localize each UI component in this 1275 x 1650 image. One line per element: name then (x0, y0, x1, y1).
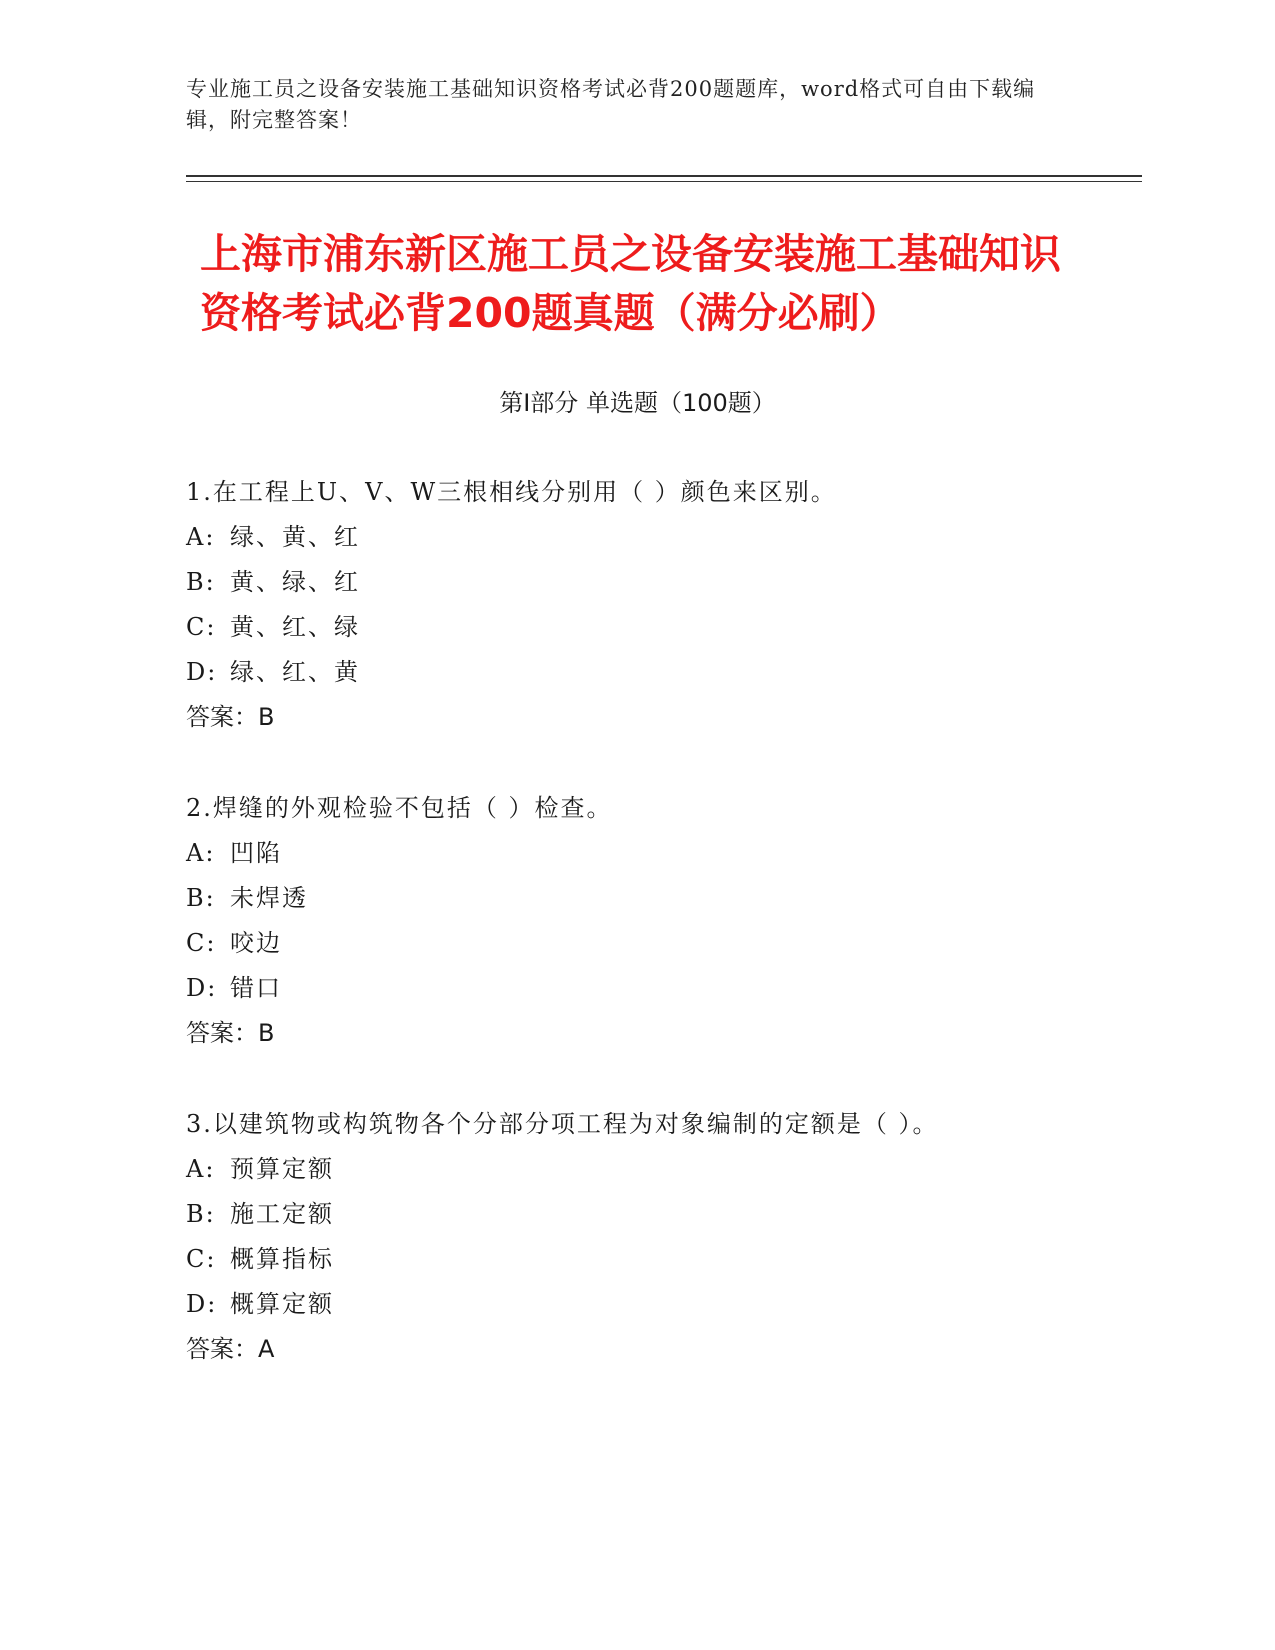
option-text: 绿、黄、红 (230, 523, 360, 551)
option-text: 错口 (230, 974, 282, 1002)
option-key: B: (186, 1200, 216, 1228)
option-key: C: (186, 1245, 217, 1273)
option-c (186, 605, 1146, 650)
option-text: 未焊透 (230, 884, 308, 912)
option-c (186, 921, 1146, 966)
question-stem: 2.焊缝的外观检验不包括（ ）检查。 (186, 794, 613, 822)
option-b (186, 1192, 1146, 1237)
answer-line (186, 1327, 1146, 1372)
option-text: 黄、红、绿 (230, 613, 360, 641)
option-a (186, 515, 1146, 560)
option-key: B: (186, 884, 216, 912)
document-title: 上海市浦东新区施工员之设备安装施工基础知识资格考试必背200题真题（满分必刷） (200, 230, 1061, 337)
answer-label: 答案： (186, 703, 258, 731)
question-stem: 3.以建筑物或构筑物各个分部分项工程为对象编制的定额是（ ）。 (186, 1110, 939, 1138)
option-key: C: (186, 613, 217, 641)
option-text: 概算指标 (230, 1245, 334, 1273)
option-key: A: (186, 1155, 216, 1183)
option-d (186, 1282, 1146, 1327)
option-text: 黄、绿、红 (230, 568, 360, 596)
option-key: D: (186, 658, 218, 686)
question-3 (186, 1102, 1146, 1372)
section-title: 第Ⅰ部分 单选题（100题） (499, 389, 776, 417)
option-text: 概算定额 (230, 1290, 334, 1318)
option-d (186, 966, 1146, 1011)
option-a (186, 1147, 1146, 1192)
option-c (186, 1237, 1146, 1282)
question-1 (186, 470, 1146, 740)
option-text: 施工定额 (230, 1200, 334, 1228)
option-b (186, 560, 1146, 605)
answer-label: 答案： (186, 1335, 258, 1363)
question-stem: 1.在工程上U、V、W三根相线分别用（ ）颜色来区别。 (186, 478, 837, 506)
answer-value: A (258, 1335, 275, 1363)
question-2 (186, 786, 1146, 1056)
header-divider-thick (186, 175, 1142, 177)
question-list (186, 470, 1146, 1418)
option-key: A: (186, 839, 216, 867)
option-key: B: (186, 568, 216, 596)
option-text: 咬边 (230, 929, 282, 957)
answer-value: B (258, 1019, 275, 1047)
option-key: C: (186, 929, 217, 957)
option-a (186, 831, 1146, 876)
option-text: 预算定额 (230, 1155, 334, 1183)
header-note: 专业施工员之设备安装施工基础知识资格考试必背200题题库，word格式可自由下载编辑，附完整答案！ (186, 77, 1036, 132)
option-key: D: (186, 1290, 218, 1318)
option-key: D: (186, 974, 218, 1002)
answer-line (186, 1011, 1146, 1056)
option-b (186, 876, 1146, 921)
answer-value: B (258, 703, 275, 731)
answer-label: 答案： (186, 1019, 258, 1047)
option-text: 绿、红、黄 (230, 658, 360, 686)
header-divider-thin (186, 181, 1142, 182)
option-d (186, 650, 1146, 695)
option-text: 凹陷 (230, 839, 282, 867)
option-key: A: (186, 523, 216, 551)
answer-line (186, 695, 1146, 740)
